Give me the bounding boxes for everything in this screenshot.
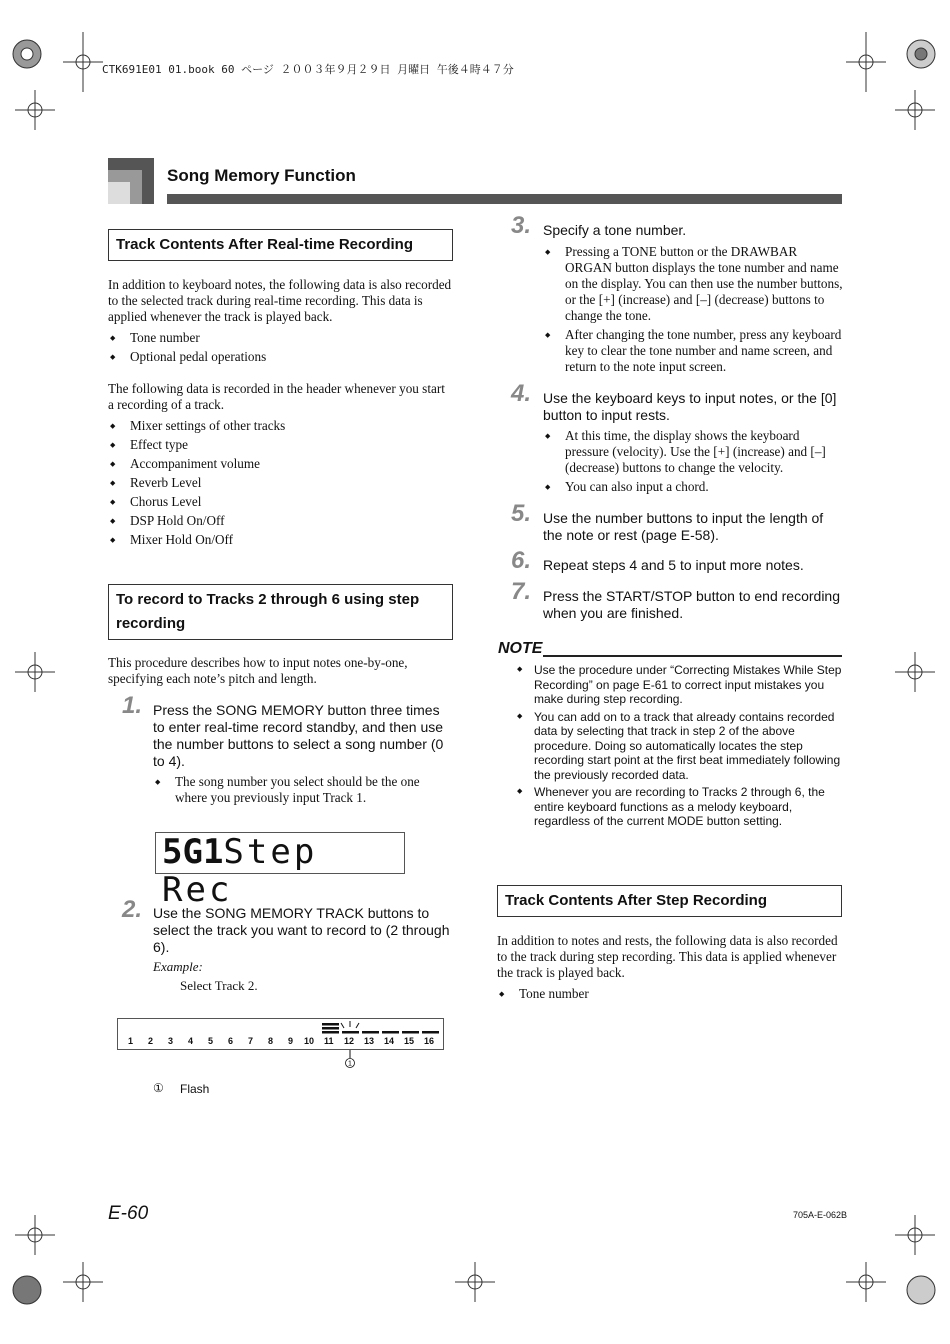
list-item: ◆ DSP Hold On/Off [108, 513, 453, 529]
file-meta-line: CTK691E01 01.book 60 ページ ２００３年９月２９日 月曜日 午後４時４７分 [102, 63, 514, 76]
section2-heading: To record to Tracks 2 through 6 using step recording [108, 584, 453, 640]
page-title: Song Memory Function [167, 166, 356, 185]
section2-para: This procedure describes how to input notes one-by-one, specifying each note’s pitch and length. [108, 655, 408, 686]
track-number: 2 [148, 1036, 154, 1046]
track-display [117, 1018, 444, 1050]
list-item: ◆ Mixer Hold On/Off [108, 532, 453, 548]
step6-text: Repeat steps 4 and 5 to input more notes. [543, 557, 804, 573]
step-number: 5. [511, 500, 532, 527]
lcd-text: Step Rec [162, 832, 318, 910]
section1-para1: In addition to keyboard notes, the following data is also recorded to the selected track during real-time recording. This data is applied whenever the track is played back. [108, 277, 452, 324]
svg-text:1: 1 [348, 1060, 352, 1068]
track-number: 7 [248, 1036, 254, 1046]
callout-label: Flash [180, 1082, 210, 1096]
document-code: 705A-E-062B [793, 1210, 848, 1220]
step4-bullets [543, 428, 843, 498]
lcd-display [155, 832, 405, 910]
list-item: ◆ After changing the tone number, press any keyboard key to clear the tone number and name screen, and return to the note input screen. [543, 327, 843, 375]
list-item: ◆ You can add on to a track that already contains recorded data by selecting that track in step 2 of the above procedure. Doing so automatically locates the step recording start point at the first beat immediately following the previously recorded data. [498, 710, 842, 783]
track-number: 3 [168, 1036, 174, 1046]
track-number: 15 [404, 1036, 415, 1046]
step4-text: Use the keyboard keys to input notes, or the [0] button to input rests. [543, 390, 837, 423]
track-number: 6 [228, 1036, 234, 1046]
section3-bullets [497, 986, 842, 1005]
step3-bullets [543, 244, 843, 378]
list-item: ◆ Chorus Level [108, 494, 453, 510]
list-item: ◆ Reverb Level [108, 475, 453, 491]
section3-heading: Track Contents After Step Recording [497, 885, 842, 917]
step-number: 6. [511, 547, 532, 574]
callout-pointer [340, 1050, 360, 1072]
note-title: NOTE [498, 640, 543, 657]
title-block-graphic [108, 158, 154, 204]
step7-text: Press the START/STOP button to end recording when you are finished. [543, 588, 841, 621]
list-item: ◆ Use the procedure under “Correcting Mistakes While Step Recording” on page E-61 to correct input mistakes you make during step recording. [498, 663, 842, 707]
track-number: 13 [364, 1036, 375, 1046]
list-item: ◆ Mixer settings of other tracks [108, 418, 453, 434]
lcd-song-number: 5G1 [162, 832, 224, 872]
track-number: 16 [424, 1036, 435, 1046]
callout-marker: ① [153, 1081, 164, 1095]
list-item: ◆ At this time, the display shows the keyboard pressure (velocity). Use the [+] (increase) and [–] (decrease) buttons to change the velocity. [543, 428, 843, 476]
list-item: ◆ Accompaniment volume [108, 456, 453, 472]
section1-heading: Track Contents After Real-time Recording [108, 229, 453, 261]
step1-bullets [153, 774, 453, 809]
section1-para2: The following data is recorded in the header whenever you start a recording of a track. [108, 381, 445, 412]
track-number: 9 [288, 1036, 294, 1046]
step1-text: Press the SONG MEMORY button three times to enter real-time record standby, and then use the number buttons to select a song number (0 to 4). [153, 702, 444, 769]
step2-text: Use the SONG MEMORY TRACK buttons to select the track you want to record to (2 through 6). [153, 905, 450, 955]
title-bar [167, 194, 842, 204]
step5-text: Use the number buttons to input the length of the note or rest (page E-58). [543, 510, 824, 543]
step-number: 1. [122, 692, 143, 719]
note-rule [543, 655, 842, 657]
track-number: 10 [304, 1036, 315, 1046]
page-number: E-60 [108, 1203, 149, 1224]
note-bullets [498, 663, 842, 832]
list-item: ◆ Whenever you are recording to Tracks 2 through 6, the entire keyboard functions as a melody keyboard, regardless of the current MODE button setting. [498, 785, 842, 829]
track-number: 1 [128, 1036, 134, 1046]
step-number: 4. [511, 380, 532, 407]
step-number: 2. [122, 896, 143, 923]
track-number: 14 [384, 1036, 395, 1046]
list-item: ◆ Tone number [108, 330, 453, 346]
list-item: ◆ Tone number [497, 986, 842, 1002]
step3-text: Specify a tone number. [543, 222, 687, 238]
example-text: Select Track 2. [180, 978, 258, 993]
track-number: 11 [324, 1036, 334, 1046]
list-item: ◆ The song number you select should be the one where you previously input Track 1. [153, 774, 453, 806]
example-label: Example: [153, 959, 203, 974]
track-number: 5 [208, 1036, 214, 1046]
list-item: ◆ Effect type [108, 437, 453, 453]
list-item: ◆ Pressing a TONE button or the DRAWBAR ORGAN button displays the tone number and name on the display. You can then use the number buttons, or the [+] (increase) and [–] (decrease) buttons to change the tone. [543, 244, 843, 324]
step-number: 7. [511, 578, 532, 605]
section3-para: In addition to notes and rests, the following data is also recorded to the track during step recording. This data is applied whenever the track is played back. [497, 933, 838, 980]
list-item: ◆ Optional pedal operations [108, 349, 453, 365]
track-number: 12 [344, 1036, 355, 1046]
track-number: 4 [188, 1036, 194, 1046]
track-number: 8 [268, 1036, 274, 1046]
step-number: 3. [511, 212, 532, 239]
track-level-bars [118, 1019, 445, 1039]
section1-bullets2 [108, 418, 453, 551]
list-item: ◆ You can also input a chord. [543, 479, 843, 495]
section1-bullets1 [108, 330, 453, 368]
